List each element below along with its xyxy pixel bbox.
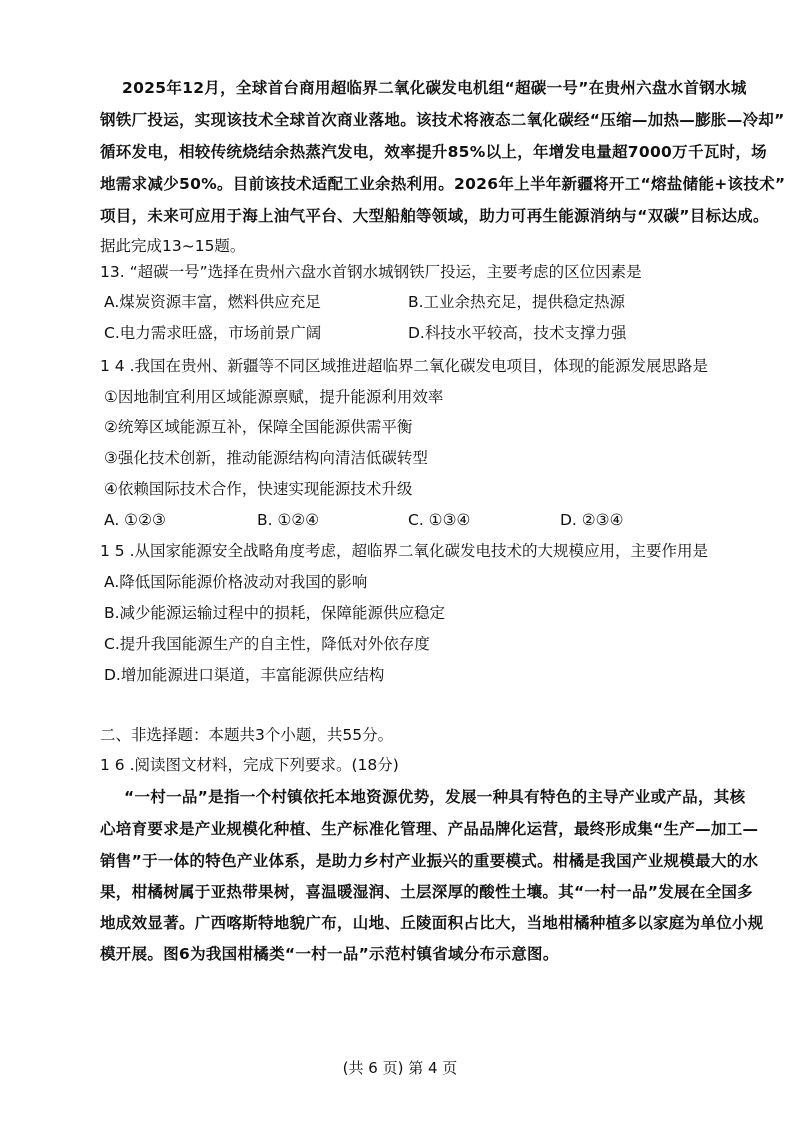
question-14-stem: 1 4 .我国在贵州、新疆等不同区域推进超临界二氧化碳发电项目，体现的能源发展思路是 xyxy=(100,357,709,375)
passage-1-line-1: 2025年12月，全球首台商用超临界二氧化碳发电机组“超碳一号”在贵州六盘水首钢水城 xyxy=(122,79,747,97)
question-13-option-b: B.工业余热充足，提供稳定热源 xyxy=(408,293,626,311)
question-16-passage-line-6: 模开展。图6为我国柑橘类“一村一品”示范村镇省域分布示意图。 xyxy=(100,945,559,963)
question-14-option-a: A. ①②③ xyxy=(104,511,166,529)
question-14-item-4: ④依赖国际技术合作，快速实现能源技术升级 xyxy=(104,480,413,498)
question-13-option-c: C.电力需求旺盛，市场前景广阔 xyxy=(104,324,322,342)
section-2-heading: 二、非选择题：本题共3个小题，共55分。 xyxy=(100,726,394,744)
question-13-option-d: D.科技水平较高，技术支撑力强 xyxy=(408,324,627,342)
question-15-option-b: B.减少能源运输过程中的损耗，保障能源供应稳定 xyxy=(104,604,446,622)
question-14-option-c: C. ①③④ xyxy=(408,511,471,529)
question-13-stem: 13. “超碳一号”选择在贵州六盘水首钢水城钢铁厂投运，主要考虑的区位因素是 xyxy=(100,263,642,281)
question-14-option-d: D. ②③④ xyxy=(560,511,624,529)
question-16-passage-line-1: “一村一品”是指一个村镇依托本地资源优势，发展一种具有特色的主导产业或产品，其核 xyxy=(124,788,746,806)
question-16-passage-line-3: 销售”于一体的特色产业体系，是助力乡村产业振兴的重要模式。柑橘是我国产业规模最大的水 xyxy=(100,852,759,870)
passage-1-line-2: 钢铁厂投运，实现该技术全球首次商业落地。该技术将液态二氧化碳经“压缩—加热—膨胀—冷却” xyxy=(100,111,785,129)
passage-1-line-3: 循环发电，相较传统烧结余热蒸汽发电，效率提升85%以上，年增发电量超7000万千瓦时，场 xyxy=(100,143,767,161)
question-14-item-1: ①因地制宜利用区域能源禀赋，提升能源利用效率 xyxy=(104,388,444,406)
question-15-option-a: A.降低国际能源价格波动对我国的影响 xyxy=(104,573,368,591)
page-footer: (共 6 页) 第 4 页 xyxy=(342,1059,458,1077)
question-15-option-d: D.增加能源进口渠道，丰富能源供应结构 xyxy=(104,666,385,684)
question-13-option-a: A.煤炭资源丰富，燃料供应充足 xyxy=(104,293,321,311)
passage-1-line-5: 项目，未来可应用于海上油气平台、大型船舶等领域，助力可再生能源消纳与“双碳”目标达成。 xyxy=(100,207,769,225)
question-16-stem: 1 6 .阅读图文材料，完成下列要求。(18分) xyxy=(100,756,399,774)
question-16-passage-line-2: 心培育要求是产业规模化种植、生产标准化管理、产品品牌化运营，最终形成集“生产—加工— xyxy=(100,820,759,838)
instruction: 据此完成13~15题。 xyxy=(100,237,246,255)
question-14-item-3: ③强化技术创新，推动能源结构向清洁低碳转型 xyxy=(104,449,428,467)
question-16-passage-line-5: 地成效显著。广西喀斯特地貌广布，山地、丘陵面积占比大，当地柑橘种植多以家庭为单位小规 xyxy=(100,914,764,932)
question-15-option-c: C.提升我国能源生产的自主性，降低对外依存度 xyxy=(104,635,430,653)
question-16-passage-line-4: 果，柑橘树属于亚热带果树，喜温暖湿润、土层深厚的酸性土壤。其“一村一品”发展在全国多 xyxy=(100,883,753,901)
question-14-option-b: B. ①②④ xyxy=(257,511,320,529)
question-15-stem: 1 5 .从国家能源安全战略角度考虑，超临界二氧化碳发电技术的大规模应用，主要作用是 xyxy=(100,542,709,560)
question-14-item-2: ②统筹区域能源互补，保障全国能源供需平衡 xyxy=(104,418,413,436)
passage-1-line-4: 地需求减少50%。目前该技术适配工业余热利用。2026年上半年新疆将开工“熔盐储能+该技术” xyxy=(100,175,786,193)
